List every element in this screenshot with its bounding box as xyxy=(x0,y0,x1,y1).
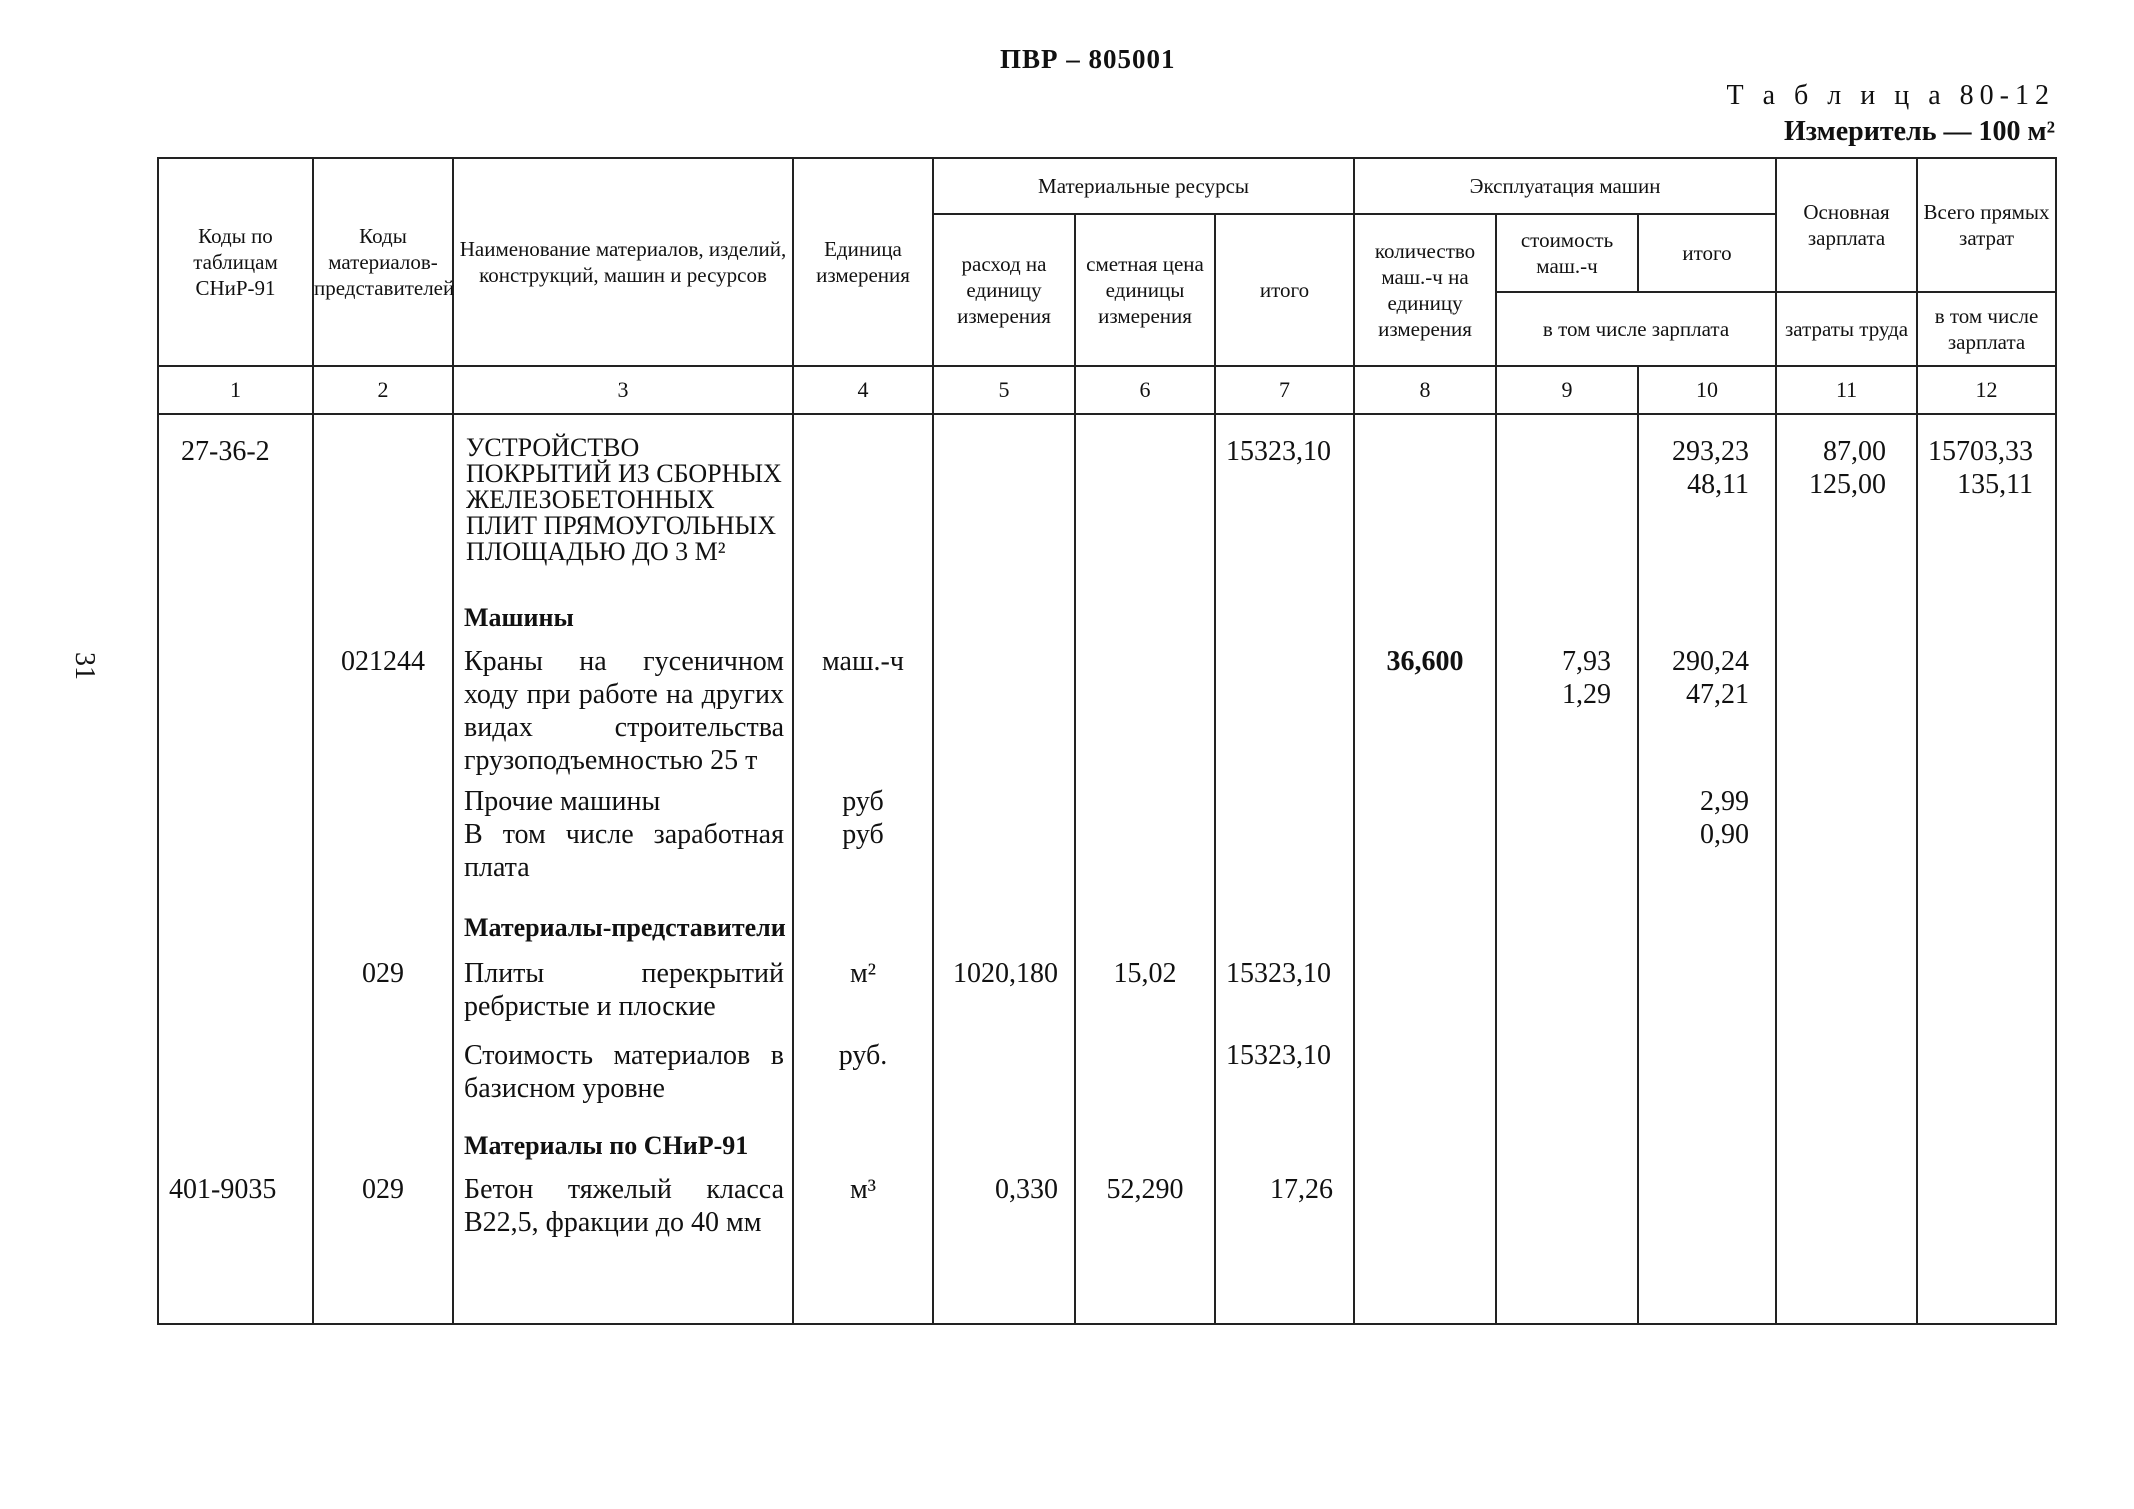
header-material-resources: Материальные ресурсы xyxy=(933,158,1354,214)
header-unit-price: сметная цена единицы измерения xyxy=(1075,214,1215,366)
column-number: 12 xyxy=(1917,366,2056,414)
header-codes-snip: Коды по таблицам СНиР-91 xyxy=(158,158,313,366)
section-representative-materials: Материалы-представители xyxy=(464,913,786,942)
column-number: 3 xyxy=(453,366,793,414)
machines-total-title-salary: 48,11 xyxy=(1687,469,1750,500)
labor-costs-title: 125,00 xyxy=(1809,469,1887,500)
column-number: 2 xyxy=(313,366,453,414)
direct-costs-title: 15703,33 xyxy=(1928,436,2034,467)
consumption-concrete: 0,330 xyxy=(995,1174,1058,1205)
column-number: 9 xyxy=(1496,366,1638,414)
header-unit: Единица измерения xyxy=(793,158,933,366)
document-code: ПВР – 805001 xyxy=(1000,44,1176,74)
col-machine-hour-cost xyxy=(1496,414,1638,1324)
base-salary-title: 87,00 xyxy=(1823,436,1887,467)
col-material-codes xyxy=(313,414,453,1324)
materials-total-title: 15323,10 xyxy=(1226,436,1331,467)
materials-total-concrete: 17,26 xyxy=(1270,1174,1334,1205)
rates-table xyxy=(157,157,2057,1325)
table-body-row xyxy=(158,414,2056,1324)
unit-other-machines: руб xyxy=(842,786,884,817)
col-unit xyxy=(793,414,933,1324)
price-concrete: 52,290 xyxy=(1106,1174,1184,1205)
unit-concrete: м³ xyxy=(849,1174,877,1205)
col-machines-total xyxy=(1638,414,1776,1324)
page-number: 31 xyxy=(69,652,100,680)
direct-costs-title-salary: 135,11 xyxy=(1957,469,2034,500)
column-number: 6 xyxy=(1075,366,1215,414)
column-number: 11 xyxy=(1776,366,1917,414)
other-machines-name: Прочие машины xyxy=(464,786,661,817)
machines-total-cranes-salary: 47,21 xyxy=(1686,679,1750,710)
header-incl-salary-total: в том числе зарплата xyxy=(1917,292,2056,366)
header-machines-total: итого xyxy=(1638,214,1776,292)
unit-cranes: маш.-ч xyxy=(822,646,904,677)
column-number: 7 xyxy=(1215,366,1354,414)
header-material-codes: Коды материалов-представителей xyxy=(313,158,453,366)
col-total-direct-costs xyxy=(1917,414,2056,1324)
price-plates: 15,02 xyxy=(1113,958,1177,989)
consumption-plates: 1020,180 xyxy=(953,958,1058,989)
cost-name: Стоимость материалов в базисном уровне xyxy=(464,1040,784,1104)
machine-hours-cranes: 36,600 xyxy=(1386,646,1464,677)
machines-total-other-salary: 0,90 xyxy=(1700,819,1750,850)
column-number: 8 xyxy=(1354,366,1496,414)
header-base-salary: Основная зарплата xyxy=(1776,158,1917,292)
section-snip-materials: Материалы по СНиР-91 xyxy=(464,1131,749,1160)
header-materials-total: итого xyxy=(1215,214,1354,366)
table-caption xyxy=(1727,78,2055,150)
materials-total-cost: 15323,10 xyxy=(1226,1040,1331,1071)
other-machines-salary-name: В том числе заработная плата xyxy=(464,819,784,883)
unit-cost: руб. xyxy=(838,1040,888,1071)
column-number: 4 xyxy=(793,366,933,414)
column-number: 5 xyxy=(933,366,1075,414)
col-codes xyxy=(158,414,313,1324)
cranes-name: Краны на гусеничном ходу при работе на других видах строительства грузоподъемностью 25 т xyxy=(464,646,784,776)
col-machine-hours xyxy=(1354,414,1496,1324)
header-labor-costs: затраты труда xyxy=(1776,292,1917,366)
title-name: УСТРОЙСТВО ПОКРЫТИЙ ИЗ СБОРНЫХ ЖЕЛЕЗОБЕТОННЫХ ПЛИТ ПРЯМОУГОЛЬНЫХ ПЛОЩАДЬЮ ДО 3 М² xyxy=(466,433,782,566)
section-machines: Машины xyxy=(464,603,574,632)
machines-total-cranes: 290,24 xyxy=(1672,646,1750,677)
col-base-salary xyxy=(1776,414,1917,1324)
column-number: 1 xyxy=(158,366,313,414)
hour-cost-cranes-salary: 1,29 xyxy=(1562,679,1612,710)
header-machine-operation: Эксплуатация машин xyxy=(1354,158,1776,214)
header-consumption: расход на единицу измерения xyxy=(933,214,1075,366)
plates-name: Плиты перекрытий ребристые и плоские xyxy=(464,958,784,1022)
code-title: 27-36-2 xyxy=(181,436,270,467)
measurement-unit: Измеритель — 100 м² xyxy=(1783,116,2055,147)
header-machine-hours: количество маш.-ч на единицу измерения xyxy=(1354,214,1496,366)
header-incl-salary: в том числе зарплата xyxy=(1496,292,1776,366)
mcode-concrete: 029 xyxy=(362,1174,404,1205)
unit-other-salary: руб xyxy=(842,819,884,850)
materials-total-plates: 15323,10 xyxy=(1226,958,1331,989)
col-consumption xyxy=(933,414,1075,1324)
col-names xyxy=(453,414,793,1324)
code-concrete: 401-9035 xyxy=(169,1174,277,1205)
header-total-direct-costs: Всего прямых затрат xyxy=(1917,158,2056,292)
mcode-plates: 029 xyxy=(362,958,404,989)
concrete-name: Бетон тяжелый класса В22,5, фракции до 40 мм xyxy=(464,1174,784,1238)
header-name: Наименование материалов, изделий, конструкций, машин и ресурсов xyxy=(453,158,793,366)
hour-cost-cranes: 7,93 xyxy=(1562,646,1612,677)
unit-plates: м² xyxy=(849,958,877,989)
col-unit-price xyxy=(1075,414,1215,1324)
machines-total-other: 2,99 xyxy=(1700,786,1750,817)
header-machine-hour-cost: стоимость маш.-ч xyxy=(1496,214,1638,292)
mcode-cranes: 021244 xyxy=(341,646,425,677)
column-number: 10 xyxy=(1638,366,1776,414)
col-materials-total xyxy=(1215,414,1354,1324)
table-number: Т а б л и ц а 80-12 xyxy=(1726,80,2055,111)
machines-total-title: 293,23 xyxy=(1672,436,1750,467)
